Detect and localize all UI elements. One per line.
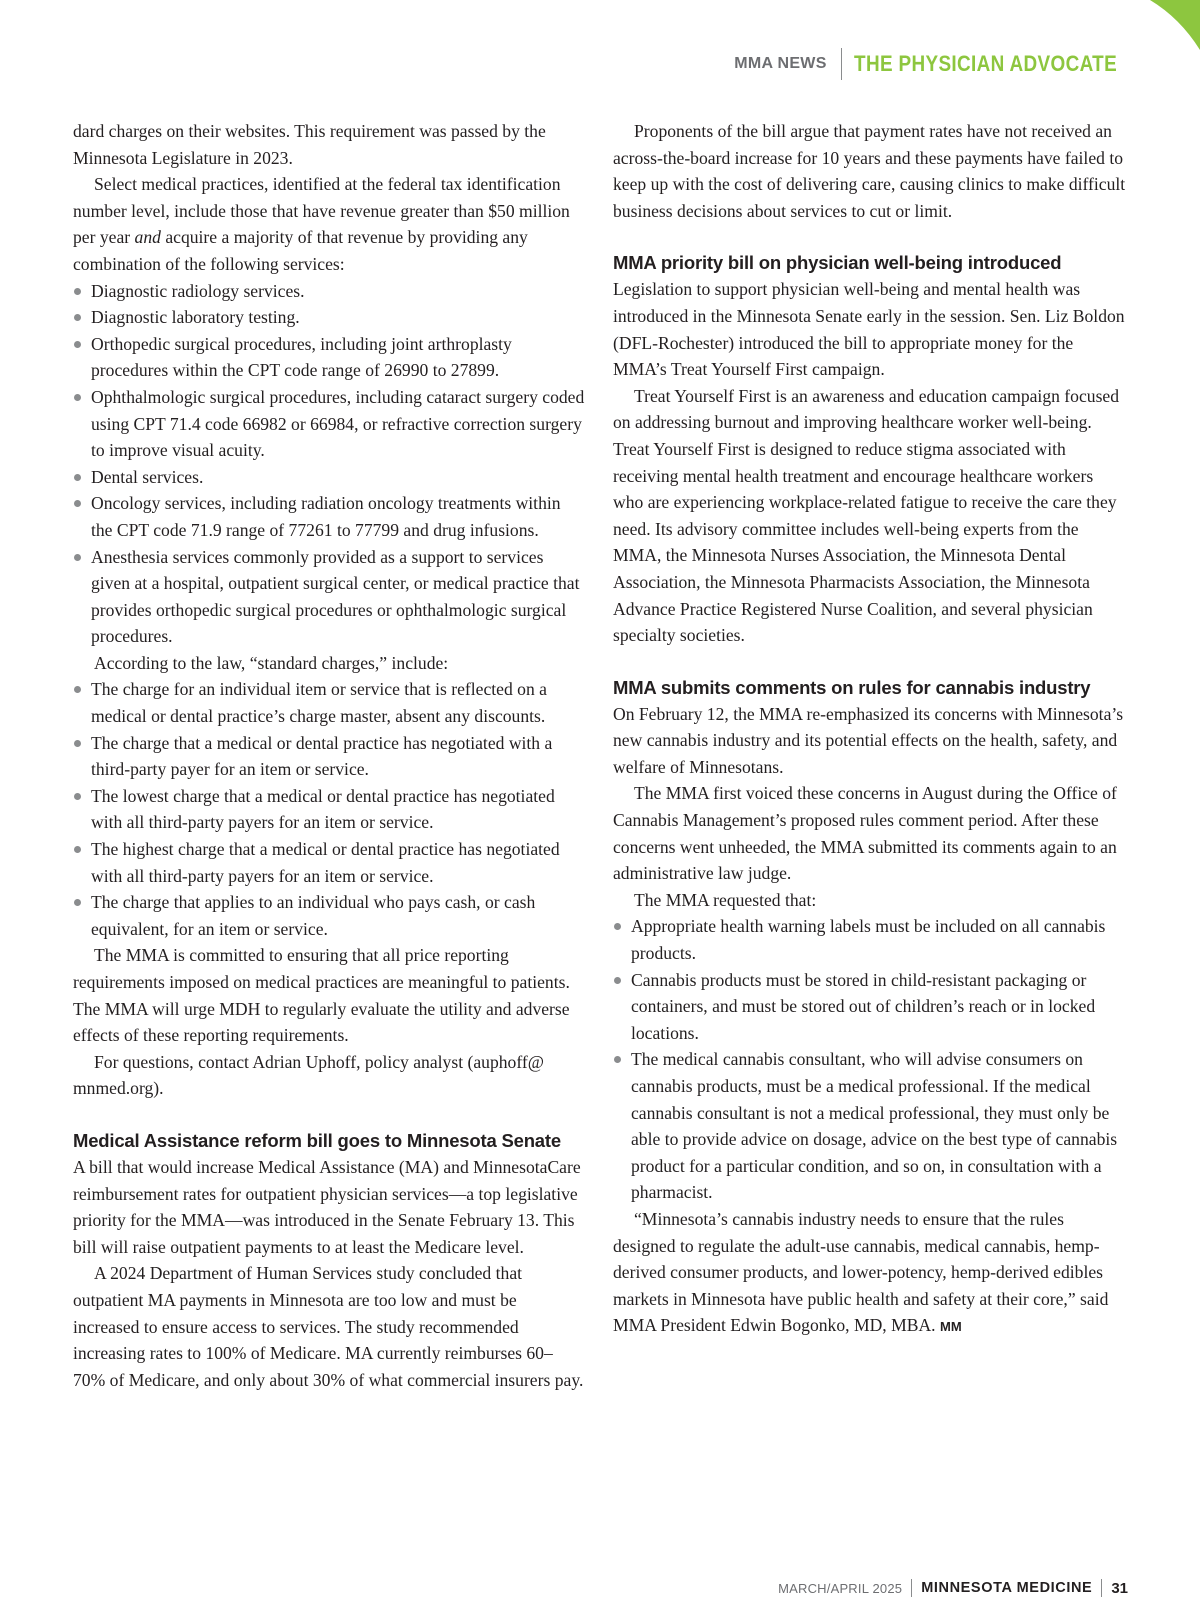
end-mark: MM (939, 1319, 962, 1335)
bullet-icon (74, 554, 81, 561)
list-item: Dental services. (73, 464, 585, 491)
paragraph: Proponents of the bill argue that payment rates have not received an across-the-board increase for 10 years and these payments have failed to keep up with the cost of delivering care, causing clinics to make difficult business decisions about services to cut or limit. (613, 121, 1126, 221)
paragraph: A bill that would increase Medical Assistance (MA) and MinnesotaCare reimbursement rates for outpatient physician services—a top legislative priority for the MMA—was introduced in the Senate February 13. This bill will raise outpatient payments to at least the Medicare level. (73, 1156, 581, 1257)
bullet-icon (74, 846, 81, 853)
list-item: Diagnostic radiology services. (73, 278, 585, 305)
section-heading-cannabis: MMA submits comments on rules for cannabis industry (613, 676, 1091, 698)
footer-divider (911, 1579, 912, 1597)
list-item: Ophthalmologic surgical procedures, including cataract surgery coded using CPT 71.4 code 66982 or 66984, or refractive correction surgery to improve visual acuity. (73, 384, 585, 464)
issue-date: MARCH/APRIL 2025 (778, 1580, 903, 1596)
paragraph: The MMA first voiced these concerns in August during the Office of Cannabis Management’s proposed rules comment period. After these concerns went unheeded, the MMA submitted its comments again to an administrative law judge. (613, 783, 1117, 884)
paragraph: dard charges on their websites. This requirement was passed by the Minnesota Legislature in 2023. (73, 121, 546, 168)
paragraph: Select medical practices, identified at the federal tax identification number level, include those that have revenue greater than $50 million per year and acquire a majority of that revenue by providing any combination of the following services: (73, 174, 570, 274)
section-heading-ma-reform: Medical Assistance reform bill goes to Minnesota Senate (73, 1129, 561, 1151)
paragraph: Treat Yourself First is an awareness and education campaign focused on addressing burnout and improving healthcare worker well-being. Treat Yourself First is designed to reduce stigma associated with receiving mental health treatment and encourage healthcare workers who are experiencing workplace-related fatigue to receive the care they need. Its advisory committee includes well-being experts from the MMA, the Minnesota Nurses Association, the Minnesota Dental Association, the Minnesota Pharmacists Association, the Minnesota Advance Practice Registered Nurse Coalition, and several physician specialty societies. (613, 385, 1120, 646)
paragraph: On February 12, the MMA re-emphasized its concerns with Minnesota’s new cannabis industry and its potential effects on the health, safety, and welfare of Minnesotans. (613, 703, 1124, 777)
bullet-icon (74, 740, 81, 747)
publication-title: THE PHYSICIAN ADVOCATE (854, 51, 1118, 76)
list-item: The highest charge that a medical or dental practice has negotiated with all third-party payers for an item or service. (73, 836, 585, 889)
bullet-icon (74, 394, 81, 401)
footer-divider (1101, 1579, 1102, 1597)
bullet-icon (74, 793, 81, 800)
list-item: Cannabis products must be stored in child-resistant packaging or containers, and must be stored out of children’s reach or in locked locations. (613, 967, 1127, 1047)
page-header (734, 44, 1128, 84)
services-list (73, 278, 585, 650)
quote-paragraph: “Minnesota’s cannabis industry needs to ensure that the rules designed to regulate the adult-use cannabis, medical cannabis, hemp-derived consumer products, and lower-potency, hemp-derived edibles markets in Minnesota have public health and safety at their core,” said MMA President Edwin Bogonko, MD, MBA. MM (613, 1208, 1109, 1336)
emphasis-text: and (134, 227, 161, 248)
page-number: 31 (1111, 1579, 1128, 1597)
paragraph: The MMA is committed to ensuring that all price reporting requirements imposed on medical practices are meaningful to patients. The MMA will urge MDH to regularly evaluate the utility and adverse effects of these reporting requirements. (73, 945, 570, 1046)
bullet-icon (74, 474, 81, 481)
bullet-icon (74, 341, 81, 348)
page-footer (778, 1576, 1128, 1600)
paragraph: Legislation to support physician well-being and mental health was introduced in the Minnesota Senate early in the session. Sen. Liz Boldon (DFL-Rochester) introduced the bill to appropriate money for the MMA’s Treat Yourself First campaign. (613, 279, 1125, 380)
standard-charges-list (73, 676, 585, 942)
paragraph: The MMA requested that: (634, 889, 817, 910)
bullet-icon (74, 500, 81, 507)
section-heading-wellbeing: MMA priority bill on physician well-being introduced (613, 252, 1062, 274)
contact-paragraph: For questions, contact Adrian Uphoff, policy analyst (auphoff@ mnmed.org). (73, 1051, 544, 1099)
paragraph: According to the law, “standard charges,” include: (94, 652, 449, 673)
list-item: Anesthesia services commonly provided as a support to services given at a hospital, outpatient surgical center, or medical practice that provides orthopedic surgical procedures or ophthalmologic surgical procedures. (73, 544, 585, 650)
left-column (73, 118, 585, 1393)
list-item: The charge that applies to an individual who pays cash, or cash equivalent, for an item or service. (73, 889, 585, 942)
section-label: MMA NEWS (734, 55, 827, 72)
list-item: Appropriate health warning labels must be included on all cannabis products. (613, 913, 1127, 966)
list-item: The lowest charge that a medical or dental practice has negotiated with all third-party payers for an item or service. (73, 783, 585, 836)
list-item: Diagnostic laboratory testing. (73, 304, 585, 331)
list-item: Oncology services, including radiation oncology treatments within the CPT code 71.9 range of 77261 to 77799 and drug infusions. (73, 490, 585, 543)
paragraph: A 2024 Department of Human Services study concluded that outpatient MA payments in Minnesota are too low and must be increased to ensure access to services. The study recommended increasing rates to 100% of Medicare. MA currently reimburses 60–70% of Medicare, and only about 30% of what commercial insurers pay. (73, 1263, 584, 1390)
right-column (613, 118, 1127, 1341)
magazine-title: MINNESOTA MEDICINE (921, 1580, 1093, 1596)
requests-list (613, 913, 1127, 1206)
list-item: The charge for an individual item or service that is reflected on a medical or dental practice’s charge master, absent any discounts. (73, 676, 585, 729)
list-item: The charge that a medical or dental practice has negotiated with a third-party payer for an item or service. (73, 730, 585, 783)
bullet-icon (614, 923, 621, 930)
bullet-icon (74, 686, 81, 693)
bullet-icon (614, 977, 621, 984)
bullet-icon (74, 899, 81, 906)
bullet-icon (614, 1056, 621, 1063)
list-item: The medical cannabis consultant, who will advise consumers on cannabis products, must be a medical professional. If the medical cannabis consultant is not a medical professional, they must only be able to provide advice on dosage, advice on the best type of cannabis product for a particular condition, and so on, in consultation with a pharmacist. (613, 1046, 1127, 1206)
bullet-icon (74, 314, 81, 321)
bullet-icon (74, 288, 81, 295)
list-item: Orthopedic surgical procedures, including joint arthroplasty procedures within the CPT code range of 26990 to 27899. (73, 331, 585, 384)
